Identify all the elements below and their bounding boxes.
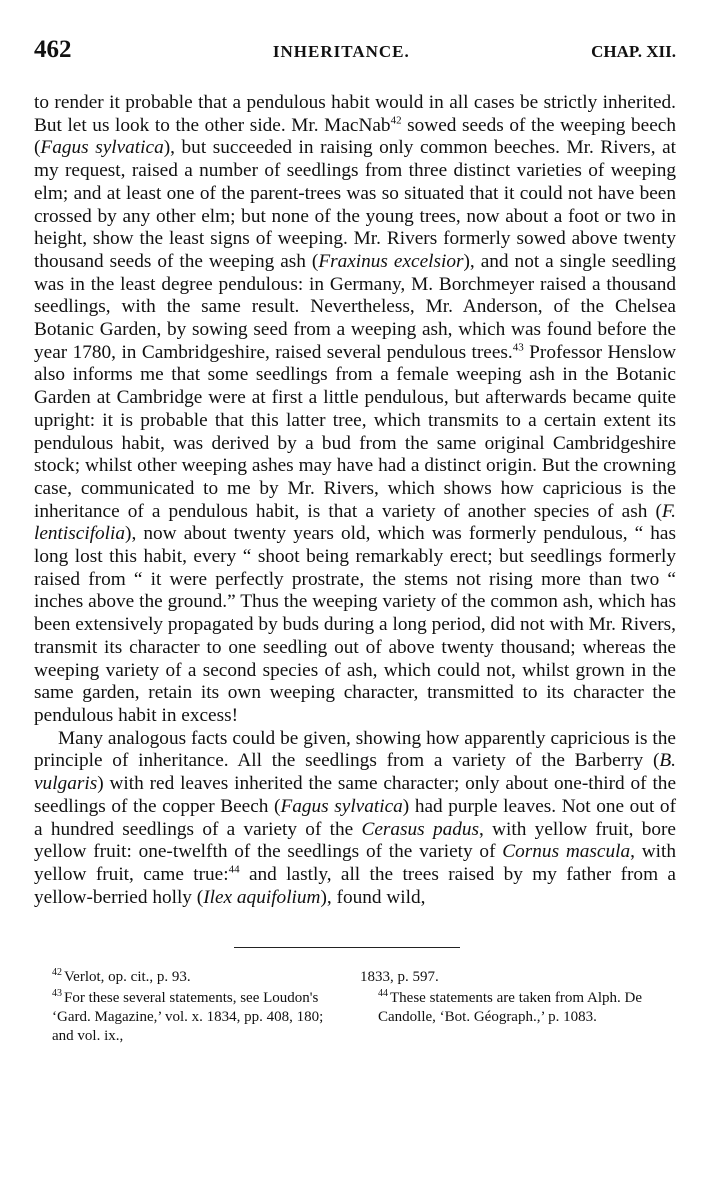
text-run: ), found wild, <box>320 886 426 908</box>
italic-term: Cornus mascula <box>502 841 631 863</box>
text-run: and lastly, all the trees raised by my father from a yellow-berried holly ( <box>34 863 676 908</box>
text-run: ), and not a single seedling was in the least degree pendulous: in Germany, M. Borchmeyer raised a thousand seedlings, with the same result. Nevertheless, Mr. Anderson, of the Chelsea Botanic Garden, by sowing seed from a weeping ash, which was found before the year 1780, in Cambridgeshire, raised several pendulous trees. <box>34 250 676 363</box>
italic-term: Fagus sylvatica <box>40 137 164 159</box>
footnote-text: Verlot, op. cit., p. 93. <box>64 969 191 986</box>
italic-term: Fraxinus excelsior <box>318 250 464 272</box>
footnote <box>360 968 660 987</box>
footnote-reference: 43 <box>512 341 524 354</box>
book-page <box>34 36 676 1048</box>
footnotes-left-column <box>34 968 344 1048</box>
italic-term: Ilex aquifolium <box>203 886 321 908</box>
page-number: 462 <box>34 36 72 63</box>
footnote <box>34 968 344 987</box>
text-run: , with yellow fruit, bore yellow fruit: one-twelfth of the seedlings of the variety of <box>34 818 676 863</box>
text-run: Professor Henslow also informs me that some seedlings from a female weeping ash in the Botanic Garden at Cambridge were at first a little pendulous, but afterwards became quite upright: it is probable that this latter tree, which transmits to a certain extent its pendulous habit, was derived by a bud from the same original Cambridgeshire stock; whilst other weeping ashes may have had a distinct origin. But the crowning case, communicated to me by Mr. Rivers, which shows how capricious is the inheritance of a pendulous habit, is that a variety of another species of ash ( <box>34 341 676 522</box>
italic-term: F. lentiscifolia <box>34 500 676 545</box>
footnote-number: 44 <box>378 988 388 1000</box>
text-run: ), now about twenty years old, which was formerly pendulous, “ has long lost this habit, every “ shoot being remarkably erect; but seedlings formerly raised from “ it were perfectly prostrate, the stems not rising more than two “ inches above the ground.” Thus the weeping variety of the common ash, which has been extensively propagated by buds during a long period, did not with Mr. Rivers, transmit its character to one seedling out of above twenty thousand; whereas the weeping variety of a second species of ash, which could not, whilst grown in the same garden, retain its own weeping character, transmitted to its character the pendulous habit in excess! <box>34 523 676 726</box>
footnote <box>360 989 660 1027</box>
paragraph <box>34 92 676 728</box>
footnotes <box>34 968 676 1048</box>
text-run: to render it probable that a pendulous habit would in all cases be strictly inherited. But let us look to the other side. Mr. MacNab <box>34 92 676 136</box>
footnote-text: For these several statements, see Loudon's ‘Gard. Magazine,’ vol. x. 1834, pp. 408, 180; and vol. ix., <box>52 990 324 1045</box>
italic-term: B. vulgaris <box>34 750 676 795</box>
text-run: Many analogous facts could be given, showing how apparently capricious is the principle of inheritance. All the seedlings from a variety of the Barberry ( <box>34 727 676 772</box>
footnote-divider <box>234 947 460 948</box>
footnote-number: 43 <box>52 988 62 1000</box>
footnote-reference: 44 <box>228 863 240 876</box>
footnote-reference: 42 <box>390 114 402 127</box>
paragraph <box>34 728 676 910</box>
footnotes-right-column <box>360 968 660 1048</box>
footnote-number: 42 <box>52 967 62 979</box>
text-run: , with yellow fruit, came true: <box>34 841 677 885</box>
footnote-text: These statements are taken from Alph. De Candolle, ‘Bot. Géograph.,’ p. 1083. <box>378 990 642 1026</box>
italic-term: Fagus sylvatica <box>280 795 403 817</box>
text-run: ), but succeeded in raising only common beeches. Mr. Rivers, at my request, raised a number of seedlings from three distinct varieties of weeping elm; and at least one of the parent-trees was so situated that it could not have been crossed by any other elm; but none of the young trees, now about a foot or two in height, show the least signs of weeping. Mr. Rivers formerly sowed above twenty thousand seeds of the weeping ash ( <box>34 137 676 272</box>
text-run: sowed seeds of the weeping beech ( <box>34 114 676 159</box>
footnote <box>34 989 344 1046</box>
text-run: ) had purple leaves. Not one out of a hundred seedlings of a variety of the <box>34 795 676 840</box>
running-header <box>34 36 676 74</box>
italic-term: Cerasus padus <box>361 818 480 840</box>
chapter-label: CHAP. XII. <box>591 42 676 61</box>
footnote-text: 1833, p. 597. <box>360 969 439 986</box>
body-text <box>34 92 676 909</box>
running-title: INHERITANCE. <box>272 42 410 61</box>
text-run: ) with red leaves inherited the same character; only about one-third of the seedlings of the copper Beech ( <box>34 773 676 817</box>
